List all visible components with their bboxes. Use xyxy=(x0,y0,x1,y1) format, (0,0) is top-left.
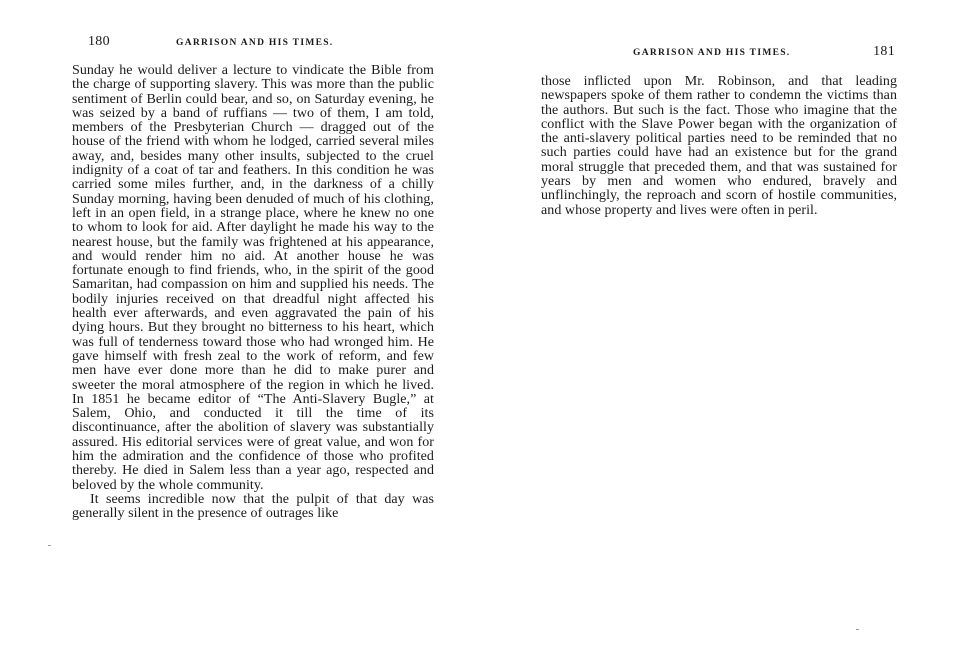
right-page-header xyxy=(541,44,897,64)
left-running-head: GARRISON AND HIS TIMES. xyxy=(176,38,334,48)
left-page-number: 180 xyxy=(88,34,110,49)
scan-speck xyxy=(48,545,51,546)
right-running-head: GARRISON AND HIS TIMES. xyxy=(633,48,791,58)
left-page-body xyxy=(72,64,434,522)
right-paragraph-1: those inflicted upon Mr. Robinson, and that leading newspapers spoke of them rather to condemn the victims than the authors. But such is the fact. Those who imagine that the conflict with the Slave Power began with the organization of the anti-slavery political parties need to be reminded that no such parties could have had an existence but for the grand moral struggle that preceded them, and that was sustained for years by men and women who endured, bravely and unflinchingly, the reproach and scorn of hostile communities, and whose property and lives were often in peril. xyxy=(541,74,897,218)
left-page-header xyxy=(72,34,434,54)
right-page-body xyxy=(541,75,897,218)
left-paragraph-2: It seems incredible now that the pulpit of that day was generally silent in the presence of outrages like xyxy=(72,491,434,522)
scan-speck xyxy=(856,629,859,630)
right-page-number: 181 xyxy=(873,44,895,59)
left-paragraph-1: Sunday he would deliver a lecture to vindicate the Bible from the charge of supporting slavery. This was more than the public sentiment of Berlin could bear, and so, on Saturday evening, he was seized by a band of ruffians — two of them, I am told, members of the Presbyterian Church — dragged out of the house of the friend with whom he lodged, carried several miles away, and, besides many other insults, subjected to the cruel indignity of a coat of tar and feathers. In this condition he was carried some miles further, and, in the darkness of a chilly Sunday morning, having been denuded of much of his clothing, left in an open field, in a strange place, where he knew no one to whom to look for aid. After daylight he made his way to the nearest house, but the family was frightened at his appearance, and would render him no aid. At another house he was fortunate enough to find friends, who, in the spirit of the good Samaritan, had compassion on him and supplied his needs. The bodily injuries received on that dreadful night affected his health ever afterwards, and even aggravated the pain of his dying hours. But they brought no bitterness to his heart, which was full of tenderness toward those who had wronged him. He gave himself with fresh zeal to the work of reform, and few men have ever done more than he did to make purer and sweeter the moral atmosphere of the region in which he lived. In 1851 he became editor of “The Anti-Slavery Bugle,” at Salem, Ohio, and conducted it till the time of its discontinuance, after the abolition of slavery was substantially assured. His editorial services were of great value, and won for him the admiration and the confidence of those who profited thereby. He died in Salem less than a year ago, respected and beloved by the whole community. xyxy=(72,63,434,493)
